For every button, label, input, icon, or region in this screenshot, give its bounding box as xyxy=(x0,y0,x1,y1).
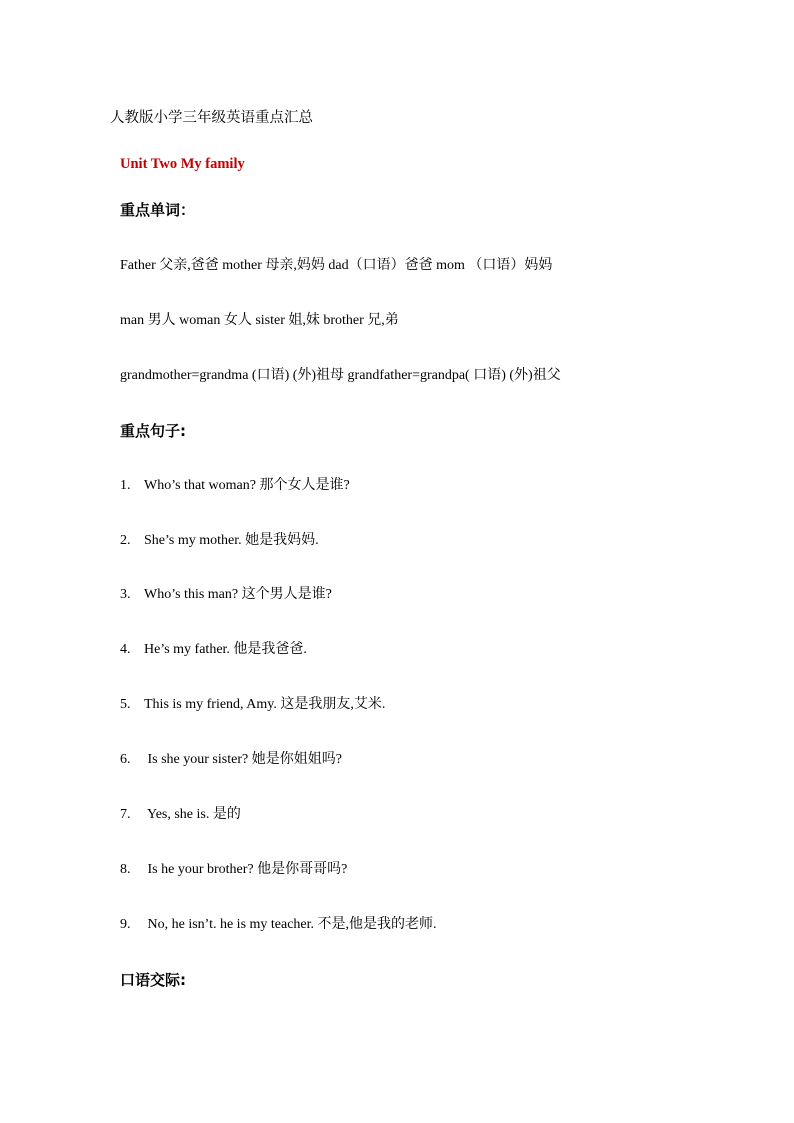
sentence-item xyxy=(120,696,385,714)
sentence-text: He’s my father. 他是我爸爸. xyxy=(144,642,307,657)
sentence-number: 4. xyxy=(120,642,131,657)
sentence-number: 8. xyxy=(120,862,131,877)
sentences-heading: 重点句子: xyxy=(120,422,186,440)
vocabulary-line: Father 父亲,爸爸 mother 母亲,妈妈 dad（口语）爸爸 mom （口语）妈妈 xyxy=(120,258,553,273)
sentence-number: 7. xyxy=(120,807,131,822)
sentence-number: 9. xyxy=(120,917,131,932)
sentence-text: This is my friend, Amy. 这是我朋友,艾米. xyxy=(144,697,386,712)
sentence-text: Is she your sister? 她是你姐姐吗? xyxy=(144,752,342,767)
sentence-text: Who’s this man? 这个男人是谁? xyxy=(144,587,332,602)
vocabulary-heading: 重点单词： xyxy=(120,201,196,219)
sentence-text: No, he isn’t. he is my teacher. 不是,他是我的老师. xyxy=(144,917,437,932)
unit-title: Unit Two My family xyxy=(120,156,245,172)
sentence-text: Who’s that woman? 那个女人是谁? xyxy=(144,478,350,493)
sentence-text: Yes, she is. 是的 xyxy=(144,807,241,822)
sentence-item xyxy=(120,751,342,769)
sentence-item xyxy=(120,806,241,824)
sentence-item xyxy=(120,861,347,879)
sentence-item xyxy=(120,477,350,495)
sentence-item xyxy=(120,916,437,934)
sentence-number: 3. xyxy=(120,587,131,602)
sentence-number: 2. xyxy=(120,533,131,548)
sentence-item xyxy=(120,641,307,659)
sentence-text: She’s my mother. 她是我妈妈. xyxy=(144,533,319,548)
sentence-number: 6. xyxy=(120,752,131,767)
oral-communication-heading: 口语交际: xyxy=(120,971,186,989)
sentence-number: 1. xyxy=(120,478,131,493)
vocabulary-line: man 男人 woman 女人 sister 姐,妹 brother 兄,弟 xyxy=(120,313,399,328)
sentence-item xyxy=(120,532,319,550)
sentence-text: Is he your brother? 他是你哥哥吗? xyxy=(144,862,348,877)
vocabulary-line: grandmother=grandma (口语) (外)祖母 grandfather=grandpa( 口语) (外)祖父 xyxy=(120,368,561,383)
sentence-item xyxy=(120,586,332,604)
document-title: 人教版小学三年级英语重点汇总 xyxy=(110,110,313,126)
sentence-number: 5. xyxy=(120,697,131,712)
